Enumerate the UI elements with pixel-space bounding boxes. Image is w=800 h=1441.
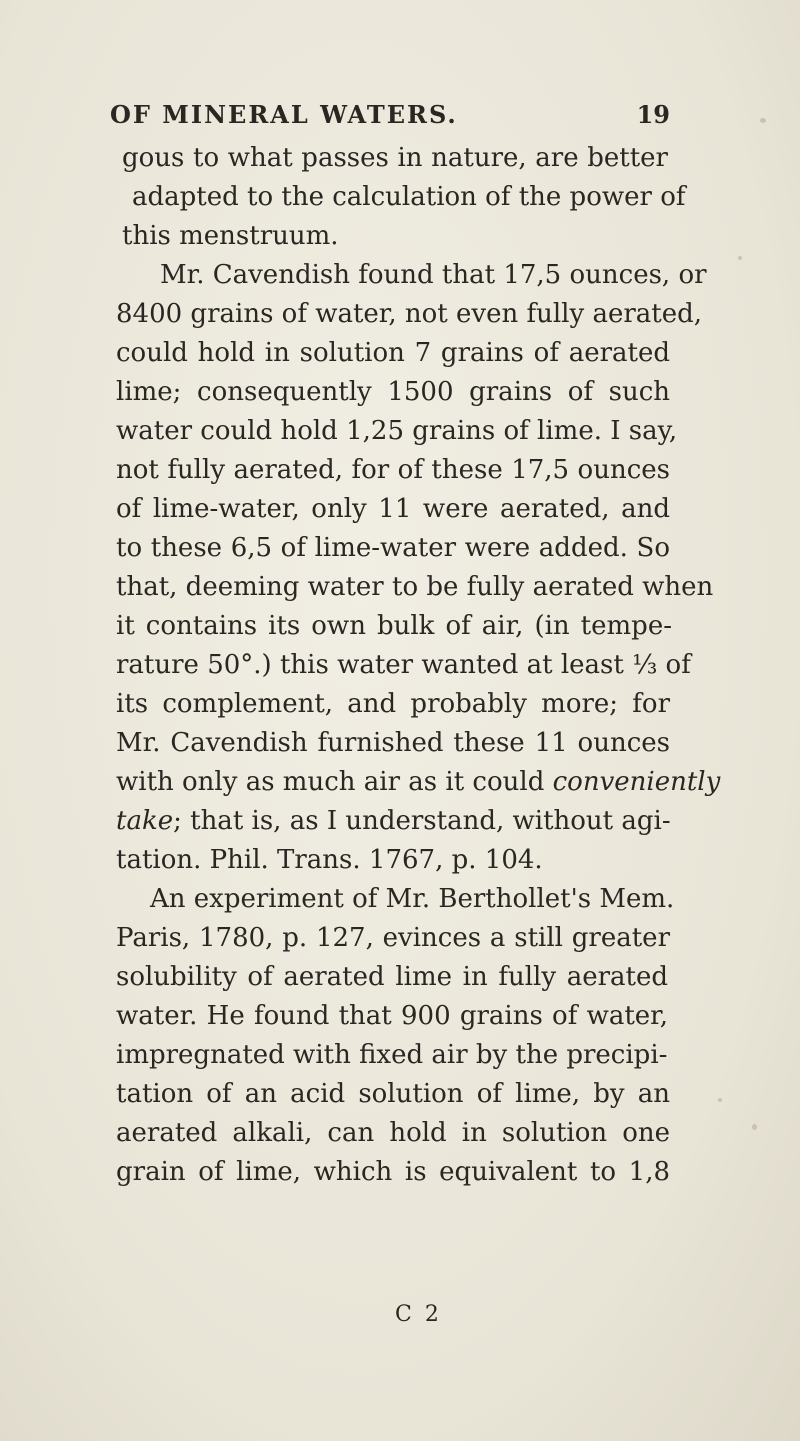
running-head — [110, 100, 670, 140]
paper-speck — [752, 1124, 757, 1130]
text-line: lime; consequently 1500 grains of such — [116, 377, 670, 407]
text-line: 8400 grains of water, not even fully aerated, — [116, 299, 703, 329]
text-line: Paris, 1780, p. 127, evinces a still greater — [116, 923, 670, 953]
italic-run: conveniently — [552, 767, 721, 797]
text-line: gous to what passes in nature, are better — [122, 143, 668, 173]
text-line: this menstruum. — [122, 221, 339, 251]
text-line: grain of lime, which is equivalent to 1,8 — [116, 1157, 670, 1187]
text-line: its complement, and probably more; for — [116, 689, 670, 719]
text-line: water. He found that 900 grains of water, — [116, 1001, 668, 1031]
text-line: it contains its own bulk of air, (in tempe- — [116, 611, 672, 641]
text-line: solubility of aerated lime in fully aerated — [116, 962, 668, 992]
text-line: that, deeming water to be fully aerated when — [116, 572, 714, 602]
paper-speck — [738, 256, 742, 260]
text-line: tation of an acid solution of lime, by an — [116, 1079, 670, 1109]
text-line: aerated alkali, can hold in solution one — [116, 1118, 670, 1148]
paper-speck — [718, 1098, 722, 1102]
text-run: ; that is, as I understand, without agi- — [173, 806, 671, 836]
text-line: of lime-water, only 11 were aerated, and — [116, 494, 670, 524]
italic-run: take — [116, 806, 174, 836]
text-line: to these 6,5 of lime-water were added. So — [116, 533, 670, 563]
text-line: tation. Phil. Trans. 1767, p. 104. — [116, 845, 543, 875]
text-line: An experiment of Mr. Berthollet's Mem. — [150, 884, 675, 914]
signature-mark: C 2 — [395, 1302, 442, 1327]
text-line: water could hold 1,25 grains of lime. I say, — [116, 416, 678, 446]
text-line: Mr. Cavendish found that 17,5 ounces, or — [160, 260, 707, 290]
running-title: OF MINERAL WATERS. — [110, 100, 458, 129]
paper-speck — [760, 118, 766, 123]
text-line: Mr. Cavendish furnished these 11 ounces — [116, 728, 670, 758]
text-line — [116, 764, 720, 800]
text-line: not fully aerated, for of these 17,5 ounces — [116, 455, 670, 485]
text-line: could hold in solution 7 grains of aerated — [116, 338, 670, 368]
text-line: impregnated with fixed air by the precipi- — [116, 1040, 668, 1070]
page-number: 19 — [636, 100, 670, 129]
text-line: adapted to the calculation of the power of — [132, 182, 686, 212]
text-line — [116, 803, 671, 839]
text-line: rature 50°.) this water wanted at least ⅓ of — [116, 650, 691, 680]
text-run: with only as much air as it could — [116, 767, 545, 797]
